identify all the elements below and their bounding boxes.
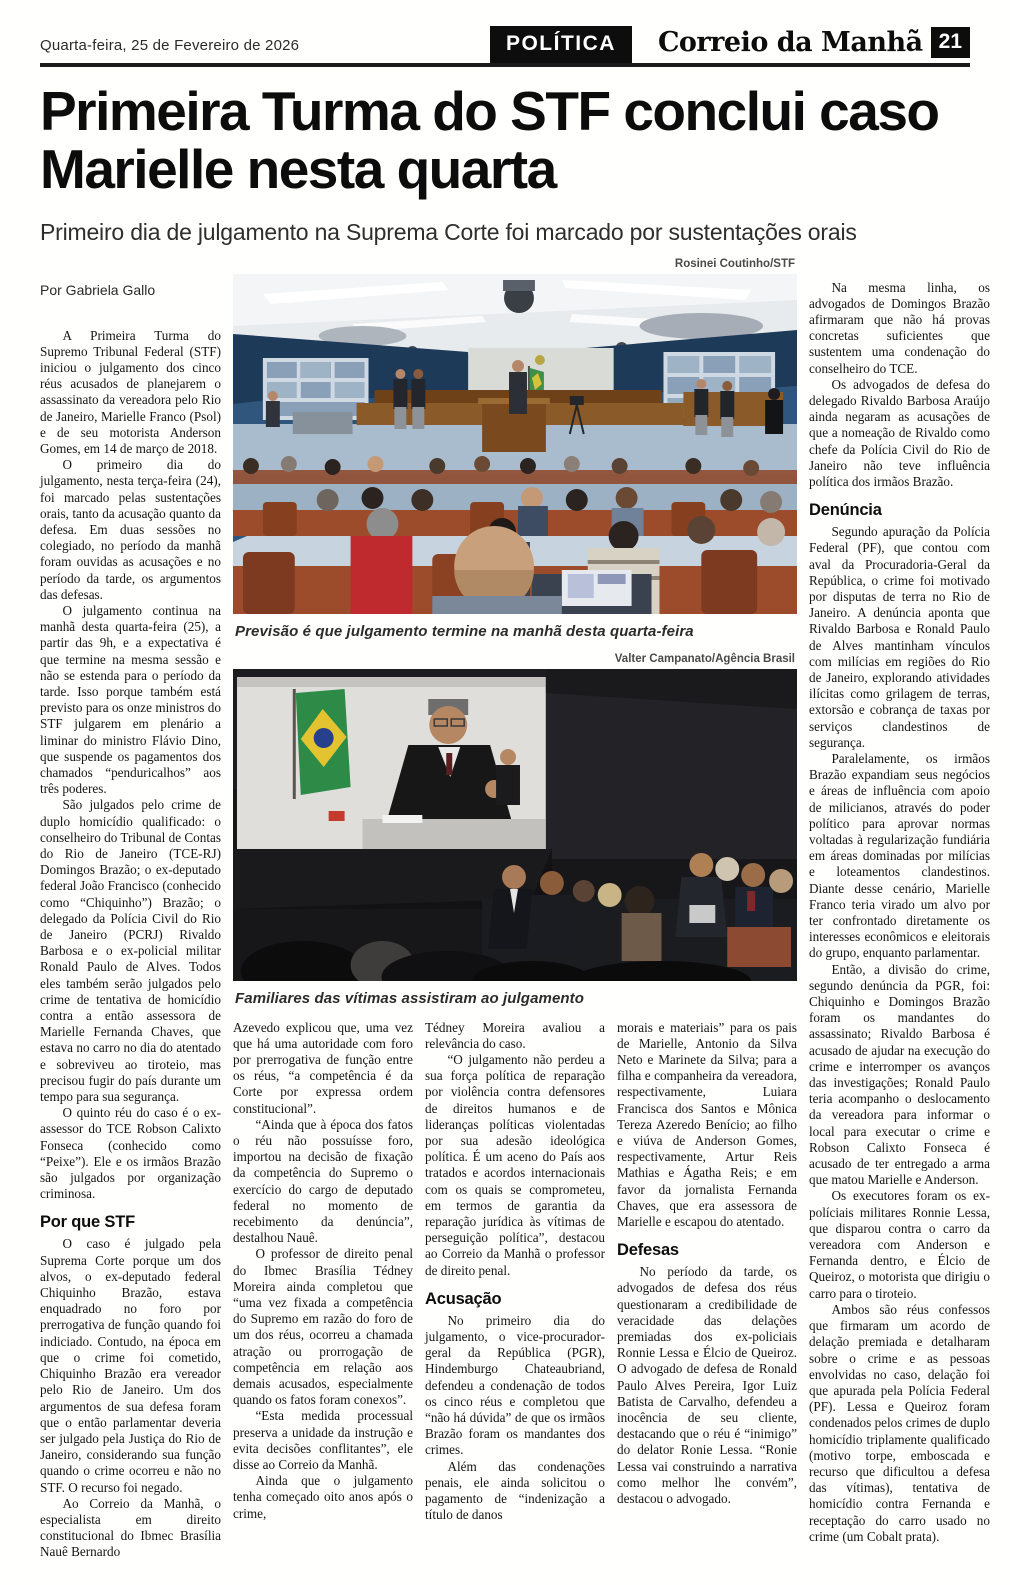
coat-of-arms [535, 355, 545, 365]
header-right [490, 26, 970, 63]
byline: Por Gabriela Gallo [40, 281, 156, 298]
paragraph: Na mesma linha, os advogados de Domingos Brazão afirmaram que não há provas concretas suficientes que sustentem uma condenação do conselheiro do TCE. [809, 279, 990, 376]
section-heading: Defesas [617, 1241, 679, 1260]
paragraph: morais e materiais” para os pais de Marielle, Antonio da Silva Neto e Marinete da Silva; para a filha e companheira da vereadora, respectivamente, Luiara Francisca dos Santos e Mônica Tereza Azeredo Benício; ao filho e viúva de Anderson Gomes, respectivamente, Artur Reis Mathias e Ágatha Reis; e em favor da jornalista Fernanda Chaves, que era assessora de Marielle e escapou do atentado. [617, 1019, 797, 1229]
text-column-4 [617, 1020, 797, 1524]
text-column-5 [809, 258, 990, 1561]
courtroom-photo [233, 274, 797, 614]
paragraph: No primeiro dia do julgamento, o vice-procurador-geral da República (PGR), Hindemburgo Chateaubriand, defendeu a condenação de todos os cinco réus e completou que “não há dúvida” de que os irmãos Brazão foram os mandantes dos crimes. [425, 1312, 605, 1458]
text-column-2 [233, 1020, 413, 1524]
paragraph: Ao Correio da Manhã, o especialista em direito constitucional do Ibmec Brasília Nauê Bernardo [40, 1495, 221, 1560]
page-number: 21 [931, 27, 970, 58]
paragraph: “O julgamento não perdeu a sua força política de reparação por violência contra defensores de direitos humanos e de lideranças políticas violentadas por sua adesão ideológica política. É um aceno do País aos tratados e acordos internacionais com os quais se comprometeu, em termos de garantia da reparação jurídica às vítimas de perseguição política”, destacou ao Correio da Manhã o professor de direito penal. [425, 1051, 605, 1278]
paragraph: O caso é julgado pela Suprema Corte porque um dos alvos, o ex-deputado federal Chiquinho Brazão, estava enquadrado no foro por prerrogativa de função quando foi indiciado. Contudo, na época em que o crime foi cometido, Chiquinho Brazão era vereador pelo Rio de Janeiro. Um dos argumentos de sua defesa foram que o então parlamentar deveria ser julgado pela Justiça do Rio de Janeiro, considerando sua função quando o crime ocorreu e não no STF. O recurso foi negado. [40, 1236, 221, 1495]
middle-text-columns [233, 1020, 797, 1524]
section-heading: Denúncia [809, 501, 882, 520]
paragraph: “Ainda que à época dos fatos o réu não possuísse foro, importou na decisão de fixação da competência do Supremo o exercício do cargo de deputado federal no momento de recebimento da denúncia”, destalhou Nauê. [233, 1116, 413, 1246]
paragraph: A Primeira Turma do Supremo Tribunal Federal (STF) iniciou o julgamento dos cinco réus acusados de planejarem o assassinato da vereadora pelo Rio de Janeiro, Marielle Franco (Psol) e de seu motorista Anderson Gomes, em 14 de março de 2018. [40, 327, 221, 456]
paragraph: São julgados pelo crime de duplo homicídio qualificado: o conselheiro do Tribunal de Contas do Rio de Janeiro (TCE-RJ) Domingos Brazão; o ex-deputado federal João Francisco (conhecido como “Chiquinho”) Brazão; o delegado da Polícia Civil do Rio de Janeiro (PCRJ) Rivaldo Barbosa e o ex-policial militar Ronald Paulo de Alves. Todos eles também serão julgados pelo crime de tentativa de homicídio contra a então assessora de Marielle Fernanda Chaves, que estava no carro no dia do atentado e sobreviveu ao tiroteio, mas precisou fugir do país durante um tempo para sua segurança. [40, 797, 221, 1105]
paragraph: “Esta medida processual preserva a unidade da instrução e evita decisões conflitantes”, ele disse ao Correio da Manhã. [233, 1408, 413, 1472]
column-1-text [40, 328, 221, 1561]
paragraph: O quinto réu do caso é o ex-assessor do TCE Robson Calixto Fonseca (conhecido como “Peixe”). Ele e os irmãos Brazão são julgados por organização criminosa. [40, 1105, 221, 1202]
masthead-wrap [658, 27, 970, 63]
paragraph: Os executores foram os ex-políciais militares Ronnie Lessa, que disparou contra o carro da vereadora com Anderson e Fernanda dentro, e Élcio de Queiroz, o motorista que dirigiu o carro para o tiroteio. [809, 1188, 990, 1301]
paragraph: O julgamento continua na manhã desta quarta-feira (25), a partir das 9h, e a expectativa é que termine na mesma sessão e não se estenda para o período da tarde. Isso porque também está previsto para os onze ministros do STF julgarem em plenário a liminar do ministro Flávio Dino, que suspende os pagamentos dos chamados “penduricalhos” aos três poderes. [40, 602, 221, 797]
brazil-flag [293, 689, 351, 799]
paragraph: Tédney Moreira avaliou a relevância do caso. [425, 1019, 605, 1051]
photo-credit-2: Valter Campanato/Agência Brasil [614, 652, 795, 665]
paragraph: Além das condenações penais, ele ainda solicitou o pagamento de “indenização a título de danos [425, 1458, 605, 1523]
paragraph: O primeiro dia do julgamento, nesta terça-feira (24), foi marcado pelas sustentações orais, tanto da acusação quanto da defesa. Em duas sessões no colegiado, no período da manhã foram ouvidas as acusações e no período da tarde, os argumentos das defesas. [40, 457, 221, 602]
masthead: Correio da Manhã [657, 27, 923, 58]
paragraph: O professor de direito penal do Ibmec Brasília Tédney Moreira ainda completou que “uma vez fixada a competência do Supremo em razão do foro de um dos réus, ocorreu a chamada atração ou prorrogação de competência em relação aos demais acusados, especialmente quando os fatos foram conexos”. [233, 1246, 413, 1408]
photo-caption-1: Previsão é que julgamento termine na manhã desta quarta-feira [235, 622, 694, 640]
paragraph: Azevedo explicou que, uma vez que há uma autoridade com foro por prerrogativa de função entre os réus, “a competência é da Corte por expressa ordem constitucional”. [233, 1019, 413, 1116]
text-column-3 [425, 1020, 605, 1524]
rust-blanket [727, 927, 791, 967]
session-screen-photo [233, 669, 797, 981]
paragraph: Ambos são réus confessos que firmaram um acordo de delação premiada e detalharam sobre o crime e as pessoas envolvidas no caso, delação foi que apurada pela Polícia Federal (PF). Lessa e Queiroz foram condenados pelos crimes de duplo homicídio triplamente qualificado (motivo torpe, emboscada e recurso que dificultou a defesa das vítimas), tentativa de homicídio contra Fernanda e receptação do carro usado no crime (um Cobalt prata). [809, 1301, 990, 1544]
section-heading: Acusação [425, 1289, 502, 1308]
headline: Primeira Turma do STF conclui caso Marielle nesta quarta [40, 80, 939, 200]
text-column-1 [40, 258, 221, 1561]
paragraph: Segundo apuração da Polícia Federal (PF), que contou com aval da Procuradoria-Geral da República, o crime foi motivado por disputas de terra no Rio de Janeiro. A denúncia aponta que Rivaldo Barbosa e Ronald Paulo de Alves mantinham vínculos com milícias em regiões do Rio de Janeiro, explorando atividades ilícitas como grilagem de terras, extorsão e cobrança de taxas por serviços clandestinos de segurança. [809, 524, 990, 750]
paragraph: Paralelamente, os irmãos Brazão expandiam seus negócios e áreas de influência com apoio de milicianos, através do poder político para aprovar normas voltadas à regularização fundiária em áreas dominadas por milícias e loteamentos clandestinos. Diante desse cenário, Marielle Franco teria virado um alvo por ter confrontado diretamente os interesses econômicos e eleitorais do grupo, enquanto parlamentar. [809, 750, 990, 961]
photo-caption-2: Familiares das vítimas assistiram ao julgamento [235, 989, 585, 1007]
photo-credit-1: Rosinei Coutinho/STF [674, 257, 795, 270]
paragraph: Então, a divisão do crime, segundo denúncia da PGR, foi: Chiquinho e Domingos Brazão foram os mandantes do assassinato; Rivaldo Barbosa é acusado de ajudar na execução do crime e interromper os avanços das investigações; Ronald Paulo teria acompanho o deslocamento da vereadora para informar o local para executar o crime e Robson Calixto Fonseca é acusado de ter entregado a arma que matou Marielle e Anderson. [809, 961, 990, 1188]
page-header [40, 26, 970, 67]
big-screen [237, 677, 546, 849]
article-body [40, 257, 990, 1561]
deck: Primeiro dia de julgamento na Suprema Corte foi marcado por sustentações orais [40, 218, 857, 245]
middle-section [233, 258, 797, 1561]
section-label: POLÍTICA [490, 26, 632, 63]
paragraph: Ainda que o julgamento tenha começado oito anos após o crime, [233, 1473, 413, 1521]
edition-date: Quarta-feira, 25 de Fevereiro de 2026 [40, 37, 300, 54]
paragraph: Os advogados de defesa do delegado Rivaldo Barbosa Araújo ainda negaram as acusações de que a nomeação de Rivaldo como chefe da Polícia Civil do Rio de Janeiro não teve influência política dos irmãos Brazão. [809, 376, 990, 489]
section-heading: Por que STF [40, 1213, 135, 1232]
paragraph: No período da tarde, os advogados de defesa dos réus questionaram a credibilidade de veracidade das delações premiadas dos ex-policiais Ronnie Lessa e Élcio de Queiroz. O advogado de defesa de Ronald Paulo Alves Pereira, Igor Luiz Batista de Carvalho, defendeu a inocência de seu cliente, destacando que o réu é “inimigo” do delator Ronie Lessa. “Ronie Lessa vai construindo a narrativa como melhor lhe convém”, destacou o advogado. [617, 1264, 797, 1506]
